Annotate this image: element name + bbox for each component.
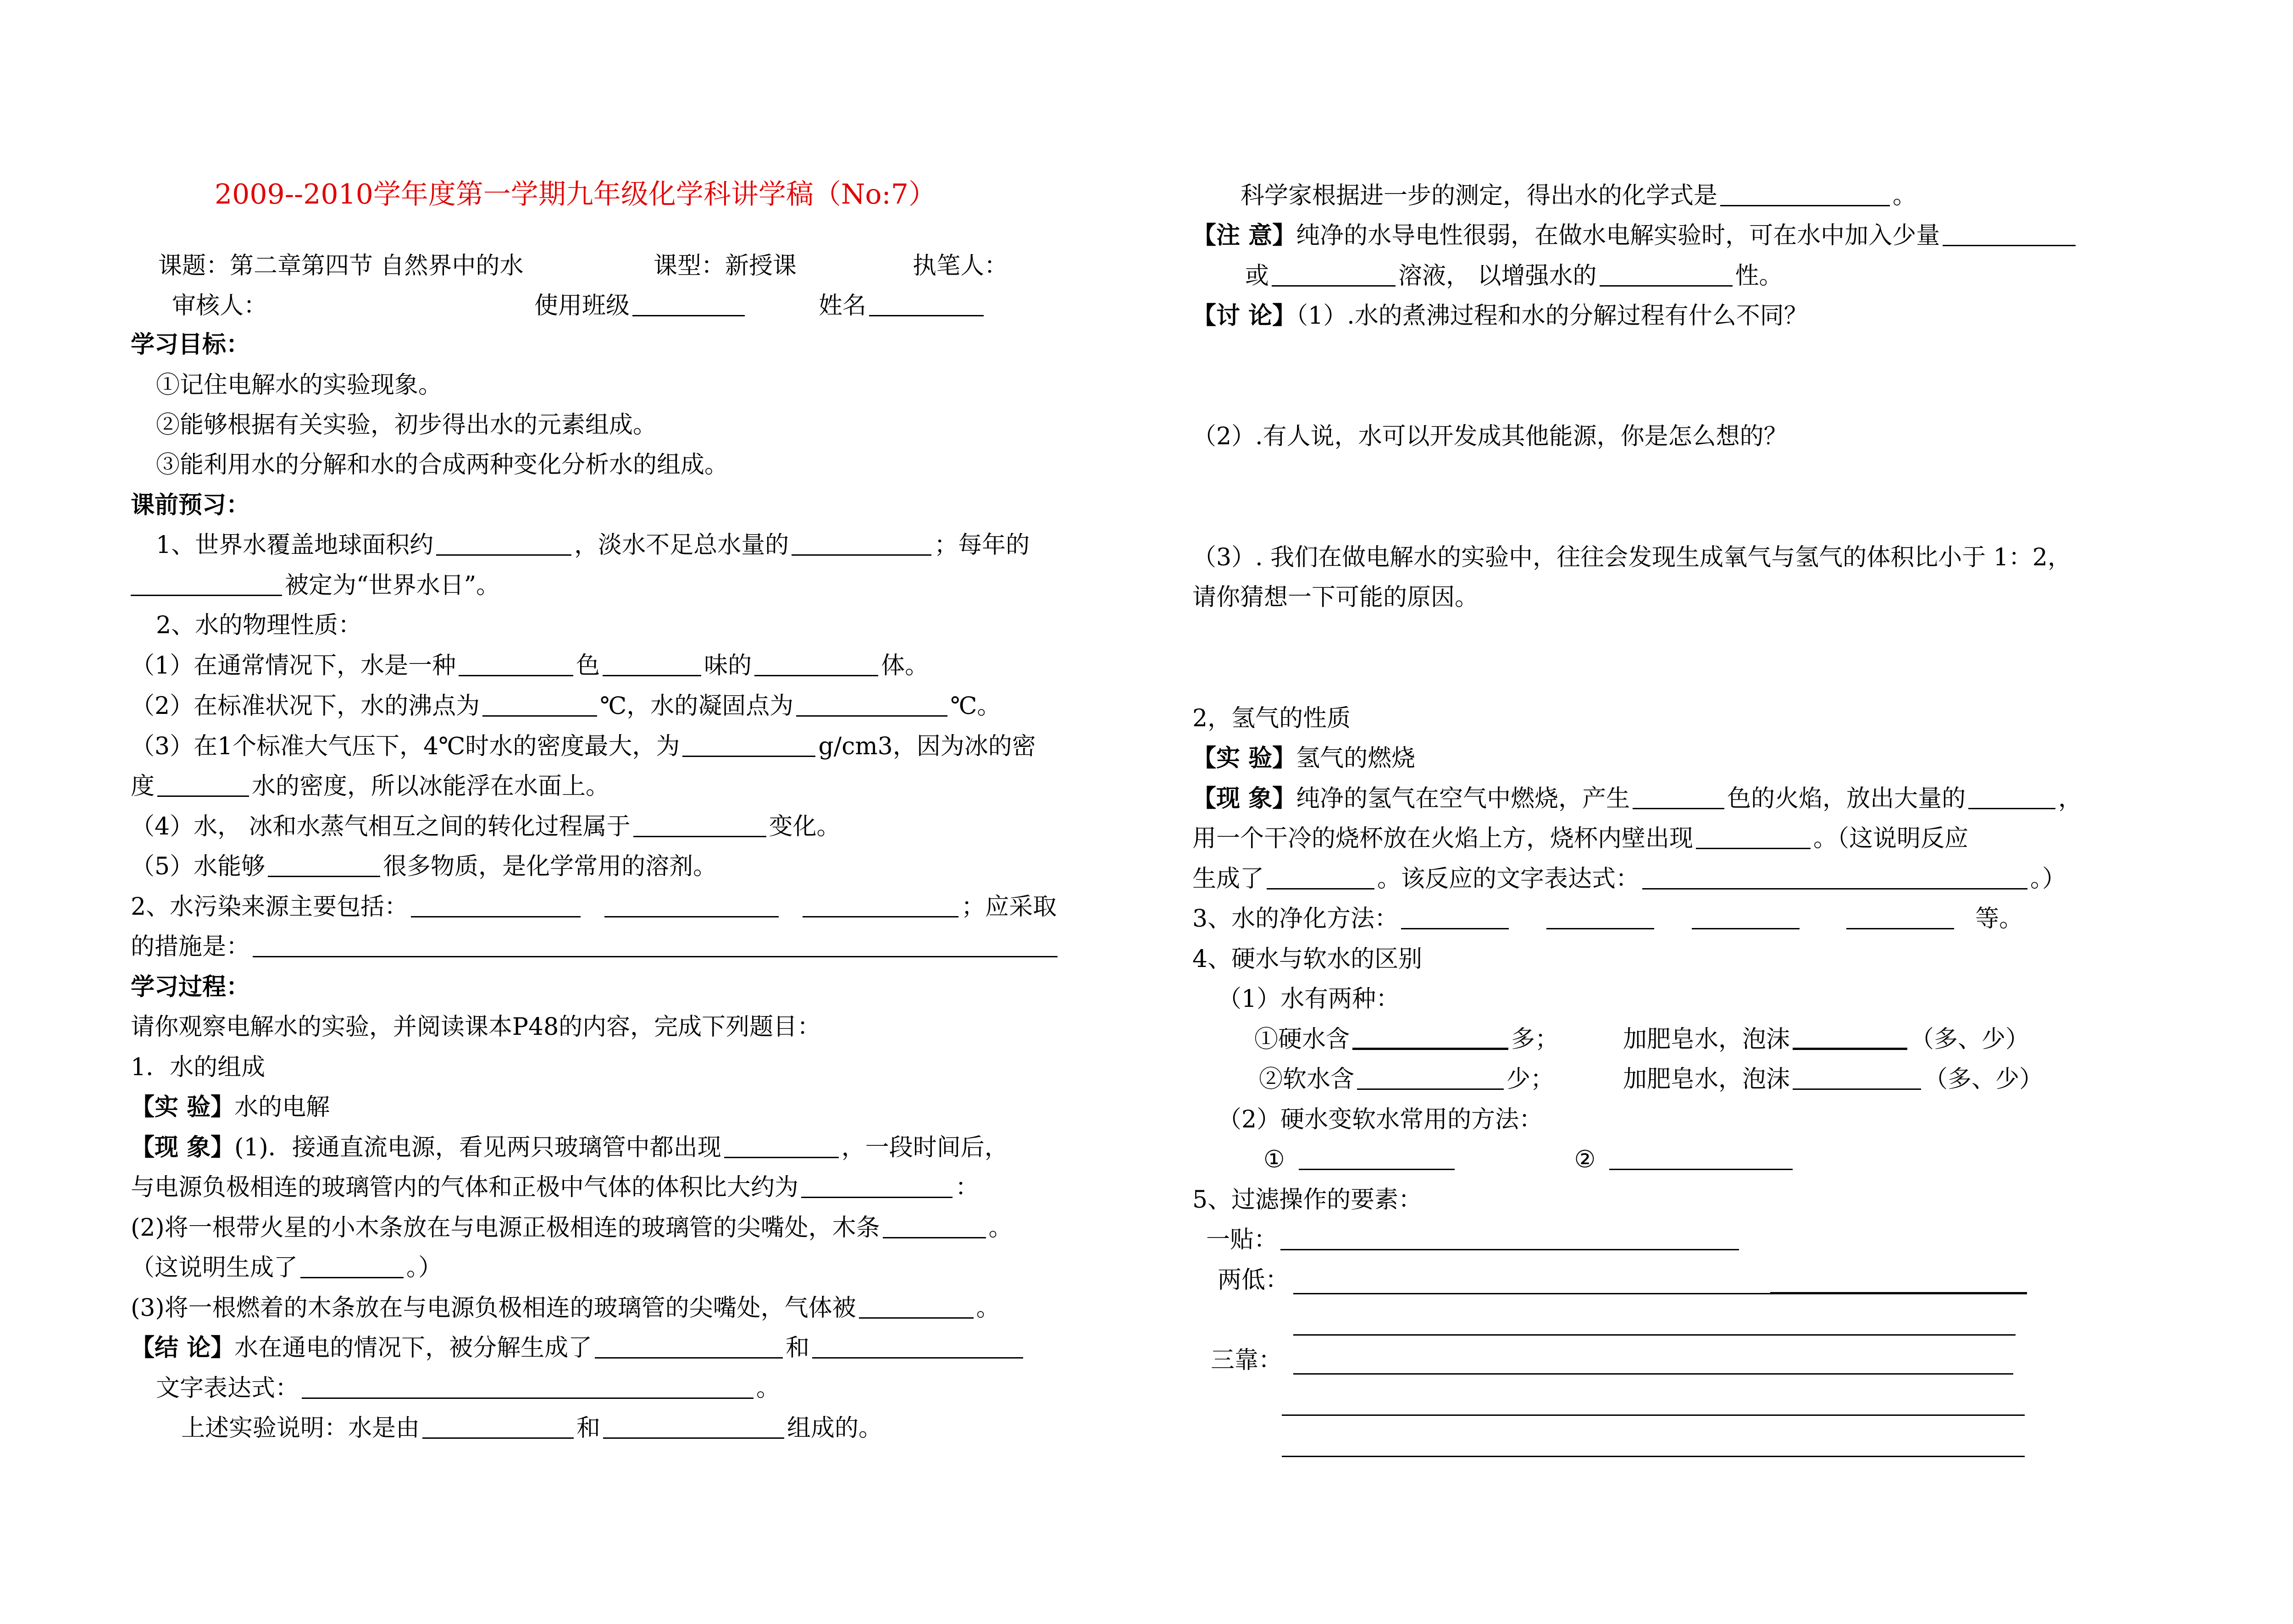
preview-p3-cont: [131, 772, 609, 801]
expr-row: [156, 1374, 780, 1403]
soft-text-b: 少；: [1507, 1066, 1555, 1093]
pollution-text-b: ；应采取: [961, 893, 1057, 921]
exp-row: [131, 1093, 330, 1122]
disc-tag: 【讨 论】: [1192, 302, 1296, 330]
obs2-text-c: （这说明生成了: [131, 1254, 298, 1282]
con-text-b: 和: [786, 1334, 810, 1362]
soft-text-c: 加肥皂水，泡沫: [1623, 1066, 1790, 1093]
process-heading: 学习过程：: [131, 973, 250, 1001]
q1-text-d: 被定为“世界水日”。: [285, 572, 500, 599]
purify-blank-1[interactable]: [1401, 905, 1509, 929]
q1-blank-2[interactable]: [792, 531, 931, 556]
obs2-text-b: 。: [988, 1214, 1013, 1242]
method-row: （2）硬水变软水常用的方法：: [1218, 1106, 1543, 1133]
preview-heading: 课前预习：: [131, 491, 250, 519]
preview-q1-cont: [131, 571, 500, 600]
note-text-d: 性。: [1735, 262, 1783, 290]
q1-text-b: ，淡水不足总水量的: [574, 531, 789, 559]
h-obs-row-3: [1192, 864, 2066, 894]
p1-text-a: （1）在通常情况下，水是一种: [131, 652, 456, 679]
p1-blank-2[interactable]: [603, 652, 701, 676]
q1-text-c: ；每年的: [934, 531, 1030, 559]
formula-text-b: 。: [1893, 182, 1917, 210]
purify-blank-2[interactable]: [1546, 905, 1654, 929]
filter-1-label: 一贴：: [1206, 1226, 1278, 1254]
expr-blank[interactable]: [302, 1375, 753, 1399]
hard-text-c: 加肥皂水，泡沫: [1623, 1026, 1790, 1053]
h-obs-row-1: [1192, 784, 2082, 813]
preview-p1: [131, 651, 929, 680]
p2-blank-1[interactable]: [482, 692, 597, 717]
disc-3a: （3）. 我们在做电解水的实验中，往往会发现生成氧气与氢气的体积比小于 1：2，: [1192, 544, 2071, 571]
goal-1: ①记住电解水的实验现象。: [156, 371, 443, 399]
type-label: 课型：新授课: [654, 252, 797, 280]
sum-text-b: 和: [576, 1414, 601, 1442]
hard-text-d: （多、少）: [1910, 1026, 2030, 1053]
obs1-blank-1[interactable]: [724, 1134, 839, 1158]
filter-2-blank-1[interactable]: [1293, 1293, 1770, 1294]
formula-blank[interactable]: [1720, 182, 1890, 206]
pollution-text-a: 2、水污染来源主要包括：: [131, 893, 409, 921]
obs1-text-c: 与电源负极相连的玻璃管内的气体和正极中气体的体积比大约为: [131, 1174, 799, 1201]
purify-blank-4[interactable]: [1846, 905, 1954, 929]
p2-text-a: （2）在标准状况下，水的沸点为: [131, 692, 480, 720]
purify-row: [1192, 904, 2023, 934]
h-obs-text-g: 。该反应的文字表达式：: [1377, 865, 1640, 893]
p1-text-b: 色: [576, 652, 600, 679]
filter-heading: 5、过滤操作的要素：: [1192, 1186, 1423, 1214]
goals-heading: 学习目标：: [131, 331, 250, 359]
p1-blank-1[interactable]: [459, 652, 573, 676]
p3-text-c: 度: [131, 773, 155, 800]
exp-tag: 【实 验】: [131, 1093, 235, 1121]
hard-blank-2[interactable]: [1793, 1025, 1907, 1050]
h-obs-text-b: 色的火焰，放出大量的: [1727, 785, 1966, 812]
p3-blank-1[interactable]: [682, 733, 815, 757]
obs3-blank[interactable]: [859, 1294, 974, 1319]
h-obs-tag: 【现 象】: [1192, 784, 1296, 812]
purify-end: 等。: [1975, 905, 2023, 933]
class-field: [534, 291, 748, 320]
obs1-blank-2[interactable]: [801, 1174, 953, 1198]
purify-label: 3、水的净化方法：: [1192, 905, 1399, 933]
obs-row-4: [131, 1253, 442, 1282]
note-text-c: 溶液， 以增强水的: [1398, 262, 1597, 290]
preview-q2: 2、水的物理性质：: [156, 612, 362, 639]
h-obs-text-h: 。）: [2030, 865, 2066, 893]
hard-row-1: （1）水有两种：: [1218, 985, 1400, 1013]
obs2-blank-1[interactable]: [883, 1214, 986, 1238]
filter-3-blank-2[interactable]: [1282, 1414, 2025, 1416]
p5-blank[interactable]: [268, 853, 380, 877]
p3-text-b: g/cm3，因为冰的密: [818, 733, 1036, 760]
process-intro: 请你观察电解水的实验，并阅读课本P48的内容，完成下列题目：: [131, 1013, 821, 1041]
note-row-1: [1192, 221, 2078, 250]
formula-text-a: 科学家根据进一步的测定，得出水的化学式是: [1241, 182, 1718, 210]
h-exp-text: 氢气的燃烧: [1296, 745, 1416, 772]
p1-text-d: 体。: [881, 652, 929, 679]
soft-blank-1[interactable]: [1357, 1066, 1504, 1090]
sum-row: [181, 1414, 882, 1443]
class-label: 使用班级: [534, 292, 630, 320]
p4-text-b: 变化。: [769, 813, 841, 840]
h-obs-text-e: 。（这说明反应: [1813, 825, 1969, 852]
pollution-blank-2[interactable]: [604, 893, 779, 917]
filter-1: [1206, 1225, 1742, 1254]
note-blank-1[interactable]: [1943, 222, 2076, 246]
obs1-text-a: (1)．接通直流电源，看见两只玻璃管中都出现: [234, 1134, 721, 1161]
h-exp-tag: 【实 验】: [1192, 744, 1296, 772]
name-blank[interactable]: [869, 292, 984, 316]
goal-2: ②能够根据有关实验，初步得出水的元素组成。: [156, 411, 657, 439]
soft-text-a: ②软水含: [1259, 1066, 1355, 1093]
p3-text-d: 水的密度，所以冰能浮在水面上。: [252, 773, 610, 800]
sum-blank-1[interactable]: [422, 1414, 574, 1439]
preview-p2: [131, 691, 1001, 721]
filter-2-label: 两低：: [1218, 1266, 1290, 1294]
pollution-text-c: 的措施是：: [131, 933, 250, 961]
note-blank-2[interactable]: [1272, 262, 1396, 287]
hard-heading: 4、硬水与软水的区别: [1192, 945, 1423, 973]
obs2-text-d: 。）: [406, 1254, 443, 1282]
purify-blank-3[interactable]: [1692, 905, 1800, 929]
p1-blank-3[interactable]: [754, 652, 878, 676]
filter-2-blank-2[interactable]: [1293, 1334, 2016, 1336]
obs-row-5: [131, 1293, 1000, 1323]
method-1-blank[interactable]: [1299, 1146, 1455, 1170]
method-2-label: ②: [1574, 1146, 1596, 1173]
reviewer-label: 审核人：: [172, 292, 268, 320]
q1-text-a: 1、世界水覆盖地球面积约: [156, 531, 434, 559]
method-blanks: [1263, 1145, 1795, 1174]
pollution-blank-4[interactable]: [253, 933, 1058, 957]
filter-3-blank-1[interactable]: [1293, 1373, 2013, 1375]
header-row-1: [158, 251, 524, 281]
p5-text-b: 很多物质，是化学常用的溶剂。: [383, 853, 717, 880]
obs3-text-a: (3)将一根燃着的木条放在与电源负极相连的玻璃管的尖嘴处，气体被: [131, 1294, 856, 1322]
preview-p4: [131, 812, 841, 841]
hard-blank-1[interactable]: [1352, 1025, 1508, 1050]
p4-blank[interactable]: [633, 813, 766, 837]
h-exp-row: [1192, 744, 1415, 773]
h-obs-text-c: ，: [2058, 785, 2083, 812]
h-obs-text-d: 用一个干冷的烧杯放在火焰上方，烧杯内壁出现: [1192, 825, 1694, 852]
p3-blank-2[interactable]: [157, 773, 249, 797]
con-text-a: 水在通电的情况下，被分解生成了: [234, 1334, 593, 1362]
preview-q1: [156, 530, 1030, 560]
name-field: [819, 291, 986, 320]
author-label: 执笔人：: [913, 252, 1008, 280]
pollution-row: [131, 892, 1057, 922]
goal-3: ③能利用水的分解和水的合成两种变化分析水的组成。: [156, 451, 729, 479]
con-blank-1[interactable]: [595, 1334, 783, 1359]
note-text-a: 纯净的水导电性很弱，在做水电解实验时，可在水中加入少量: [1296, 222, 1940, 249]
q1-blank-1[interactable]: [436, 531, 571, 556]
note-blank-3[interactable]: [1600, 262, 1733, 287]
note-tag: 【注 意】: [1192, 221, 1296, 249]
soft-row: [1259, 1065, 2043, 1094]
pollution-row-2: [131, 932, 1060, 961]
h-obs-blank-3[interactable]: [1696, 825, 1811, 849]
class-blank[interactable]: [632, 292, 745, 316]
h-obs-blank-1[interactable]: [1633, 785, 1724, 809]
obs2-blank-2[interactable]: [300, 1254, 404, 1278]
obs-tag: 【现 象】: [131, 1133, 235, 1161]
soft-blank-2[interactable]: [1793, 1066, 1921, 1090]
filter-3: [1211, 1346, 1282, 1375]
hard-text-b: 多；: [1511, 1026, 1559, 1053]
con-row: [131, 1333, 1026, 1363]
obs-row-3: [131, 1213, 1013, 1243]
filter-1-blank[interactable]: [1280, 1226, 1739, 1250]
note-row-2: [1245, 261, 1783, 291]
exp-text: 水的电解: [234, 1094, 330, 1121]
p5-text-a: （5）水能够: [131, 853, 266, 880]
name-label: 姓名: [819, 292, 867, 320]
h-obs-blank-5[interactable]: [1642, 865, 2027, 889]
disc-3b: 请你猜想一下可能的原因。: [1192, 584, 1479, 611]
page-title: 2009--2010学年度第一学期九年级化学科讲学稿（No:7）: [215, 178, 936, 210]
disc-1: （1）.水的煮沸过程和水的分解过程有什么不同？: [1296, 302, 1808, 330]
note-text-b: 或: [1245, 262, 1269, 290]
hydrogen-heading: 2，氢气的性质: [1192, 705, 1351, 732]
pollution-blank-1[interactable]: [411, 893, 581, 917]
expr-label: 文字表达式：: [156, 1375, 299, 1402]
h-obs-text-f: 生成了: [1192, 865, 1264, 893]
obs3-text-b: 。: [976, 1294, 1000, 1322]
disc-row-1: [1192, 301, 1808, 331]
expr-end: 。: [756, 1375, 781, 1402]
sum-blank-2[interactable]: [603, 1414, 784, 1439]
obs2-text-a: (2)将一根带火星的小木条放在与电源正极相连的玻璃管的尖嘴处，木条: [131, 1214, 880, 1242]
con-tag: 【结 论】: [131, 1334, 235, 1362]
preview-p3: [131, 732, 1036, 761]
h-obs-blank-2[interactable]: [1968, 785, 2055, 809]
p2-blank-2[interactable]: [796, 692, 947, 717]
q1-blank-3[interactable]: [131, 572, 282, 596]
disc-2: （2）.有人说，水可以开发成其他能源，你是怎么想的？: [1192, 423, 1788, 450]
obs1-text-d: ：: [955, 1174, 980, 1201]
formula-row: [1241, 181, 1916, 210]
filter-3-label: 三靠：: [1211, 1347, 1283, 1374]
obs-row-1: [131, 1133, 1008, 1162]
filter-2-blank-1b[interactable]: [1770, 1292, 2027, 1294]
topic-label: 课题：第二章第四节 自然界中的水: [158, 252, 524, 280]
obs1-text-b: ，一段时间后，: [841, 1134, 1008, 1161]
p4-text-a: （4）水， 冰和水蒸气相互之间的转化过程属于: [131, 813, 631, 840]
h-obs-text-a: 纯净的氢气在空气中燃烧，产生: [1296, 785, 1630, 812]
preview-p5: [131, 852, 717, 881]
p3-text-a: （3）在1个标准大气压下，4℃时水的密度最大，为: [131, 733, 680, 760]
p1-text-c: 味的: [704, 652, 752, 679]
method-1-label: ①: [1263, 1146, 1285, 1173]
method-2-blank[interactable]: [1609, 1146, 1793, 1170]
process-s1: 1．水的组成: [131, 1054, 266, 1081]
hard-text-a: ①硬水含: [1254, 1026, 1350, 1053]
h-obs-blank-4[interactable]: [1267, 865, 1374, 889]
hard-row-2: [1254, 1025, 2029, 1054]
h-obs-row-2: [1192, 824, 1968, 853]
p2-text-b: ℃，水的凝固点为: [600, 692, 794, 720]
p2-text-c: ℃。: [950, 692, 1001, 720]
pollution-blank-3[interactable]: [803, 893, 958, 917]
filter-2: [1218, 1265, 1289, 1295]
filter-3-blank-3[interactable]: [1282, 1456, 2025, 1457]
sum-text-a: 上述实验说明：水是由: [181, 1414, 420, 1442]
obs-row-2: [131, 1173, 979, 1202]
soft-text-d: （多、少）: [1924, 1066, 2044, 1093]
sum-text-c: 组成的。: [787, 1414, 883, 1442]
con-blank-2[interactable]: [812, 1334, 1023, 1359]
